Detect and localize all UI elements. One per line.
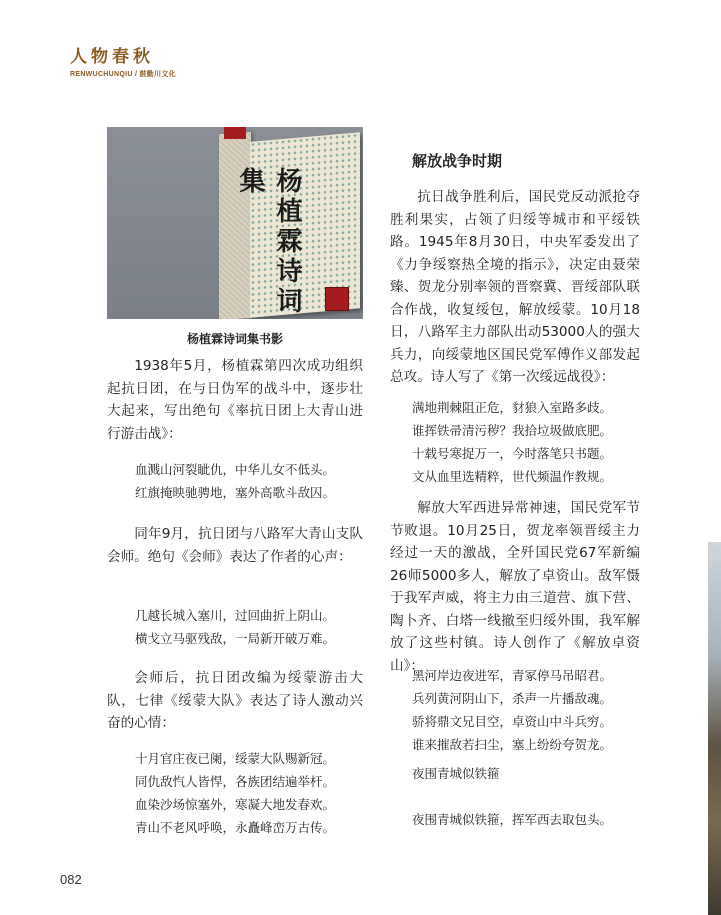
poem-line: 兵列黄河阴山下，杀声一片播敌魂。 bbox=[412, 691, 613, 706]
cover-title: 杨植霖诗词集 bbox=[235, 167, 302, 317]
left-poem-2 bbox=[135, 604, 335, 650]
poem-line: 十载号寒捉万一，今时落笔只书题。 bbox=[412, 446, 613, 461]
running-header bbox=[70, 42, 176, 79]
right-paragraph-2: 解放大军西进异常神速，国民党军节节败退。10月25日，贺龙率领晋绥主力经过一天的激战，全歼国民党67军新编26师5000多人，解放了卓资山。敌军慑于我军声威，将主力由三道营、旗下营、陶卜齐、白塔一线撤至归绥外围，我军解放了这些村镇。诗人创作了《解放卓资山》： bbox=[390, 500, 640, 674]
left-paragraph-2: 同年9月，抗日团与八路军大青山支队会师。绝句《会师》表达了作者的心声： bbox=[107, 526, 363, 565]
poem-line: 红旗掩映驰骋地，塞外高歌斗敌囚。 bbox=[135, 485, 336, 500]
left-poem-1 bbox=[135, 458, 335, 504]
left-paragraph-1: 1938年5月，杨植霖第四次成功组织起抗日团，在与日伪军的战斗中，逐步壮大起来，写出绝句《率抗日团上大青山进行游击战》： bbox=[107, 358, 363, 442]
poem-line: 谁挥铁帚清污秽？我拾垃圾做底肥。 bbox=[412, 423, 613, 438]
poem-line: 黑河岸边夜进军，青冢停马吊昭君。 bbox=[412, 668, 613, 683]
poem-line: 同仇敌忾人皆悍，各族团结遍举杆。 bbox=[135, 774, 336, 789]
left-paragraph-3: 会师后，抗日团改编为绥蒙游击大队，七律《绥蒙大队》表达了诗人激动兴奋的心情： bbox=[107, 670, 363, 731]
section-title: 解放战争时期 bbox=[412, 152, 503, 170]
spine-red-label bbox=[224, 127, 246, 139]
poem-line: 文从血里选精粹，世代频温作教规。 bbox=[412, 469, 613, 484]
page-number: 082 bbox=[60, 872, 82, 887]
right-poem-1 bbox=[412, 396, 612, 488]
poem-line: 十月官庄夜已阑，绥蒙大队赐新冠。 bbox=[135, 751, 336, 766]
book-cover-photo bbox=[107, 127, 363, 319]
poem-line: 血溅山河裂眦仇，中华儿女不低头。 bbox=[135, 462, 336, 477]
poem-line: 骄将鼎文兄目空，卓资山中斗兵穷。 bbox=[412, 714, 613, 729]
left-poem-3 bbox=[135, 747, 335, 839]
poem-line: 几越长城入塞川，过回曲折上阴山。 bbox=[135, 608, 336, 623]
poem-line: 横戈立马驱残敌，一局新开破万难。 bbox=[135, 631, 336, 646]
poem-line: 血染沙场惊塞外，寒凝大地发春欢。 bbox=[135, 797, 336, 812]
photo-caption: 杨植霖诗词集书影 bbox=[186, 332, 283, 346]
poem-line: 谁来摧敌若扫尘，塞上纷纷夸贺龙。 bbox=[412, 737, 613, 752]
right-poem-2 bbox=[412, 664, 612, 756]
column-title: 人物春秋 bbox=[70, 47, 154, 67]
column-subtitle: RENWUCHUNQIU / 鼓勤川文化 bbox=[70, 71, 176, 78]
red-seal bbox=[325, 287, 349, 311]
poem-line: 满地荆棘阻正危，豺狼入室路多歧。 bbox=[412, 400, 613, 415]
poem-line: 青山不老风呼唤，永矗峰峦万古传。 bbox=[135, 820, 336, 835]
adjacent-page-photo-strip bbox=[708, 542, 721, 915]
book-spine bbox=[219, 132, 251, 319]
right-poem-3-line: 夜围青城似铁箍，挥军西去取包头。 bbox=[412, 812, 613, 827]
right-paragraph-1: 抗日战争胜利后，国民党反动派抢夺胜利果实，占领了归绥等城市和平绥铁路。1945年8月30日，中央军委发出了《力争绥察热全境的指示》，决定由聂荣臻、贺龙分别率领的晋察冀、晋绥部队联合作战，收复绥包，解放绥蒙。10月18日，八路军主力部队出动53000人的强大兵力，向绥蒙地区国民党军傅作义部发起总攻。诗人写了《第一次绥远战役》： bbox=[390, 189, 640, 385]
poem-subtitle: 夜围青城似铁箍 bbox=[412, 766, 500, 781]
